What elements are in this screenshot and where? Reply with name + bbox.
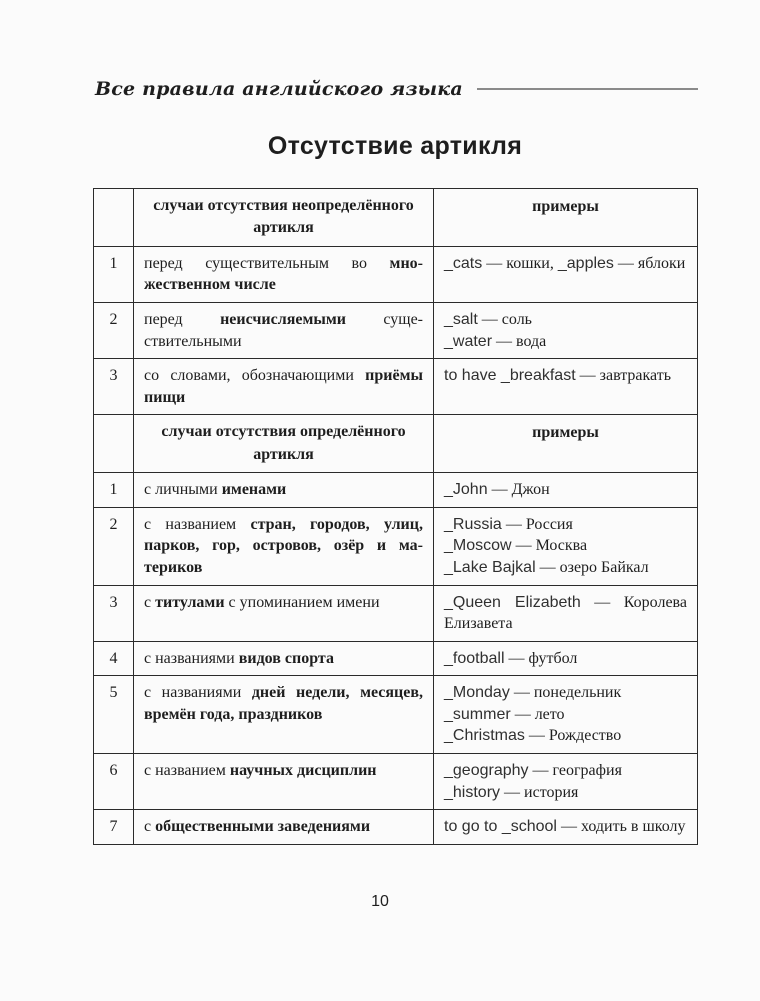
row-number: 4 (94, 641, 134, 676)
example-latin-text: to go to _school (444, 818, 557, 836)
example-latin-text: _Lake Bajkal (444, 558, 536, 576)
text-segment: с названием (144, 762, 230, 780)
example-latin-text: _football (444, 649, 505, 667)
text-segment: с личными (144, 481, 222, 499)
example-line (444, 782, 687, 804)
examples-cell (434, 507, 698, 585)
example-latin-text: _John (444, 481, 488, 499)
row-number: 1 (94, 246, 134, 302)
section-header-row (94, 189, 698, 247)
example-line (444, 648, 687, 670)
row-number: 5 (94, 676, 134, 754)
example-line (444, 365, 687, 387)
case-bold-text: видов спорта (238, 649, 334, 667)
table-row (94, 302, 698, 358)
text-segment: — футбол (504, 649, 578, 667)
text-segment: — соль (477, 310, 532, 328)
examples-cell (434, 641, 698, 676)
example-line (444, 816, 687, 838)
example-line (444, 557, 687, 579)
text-segment: с названиями (144, 649, 239, 667)
text-segment: — озеро Байкал (535, 558, 649, 576)
example-line (444, 479, 687, 501)
case-cell (134, 676, 434, 754)
section-header-row (94, 415, 698, 473)
example-latin-text: _Moscow (444, 537, 512, 555)
examples-cell (434, 246, 698, 302)
case-bold-text: титулами (155, 593, 225, 611)
example-line (444, 535, 687, 557)
section-header-num-cell (94, 189, 134, 247)
table-row (94, 641, 698, 676)
text-segment: — яблоки (613, 254, 686, 272)
examples-cell (434, 754, 698, 810)
example-latin-text: _apples (557, 254, 614, 272)
section-header-case-label: случаи отсутствия определённого артикля (134, 415, 434, 473)
case-cell (134, 302, 434, 358)
text-segment: — Рождество (524, 727, 622, 745)
case-bold-text: научных дисциплин (229, 762, 377, 780)
text-segment: с названием (144, 515, 251, 533)
case-bold-text: дней недели, месяцев, времён года, праздников (144, 684, 423, 723)
text-segment: с (144, 593, 156, 611)
text-segment: — понедельник (509, 684, 622, 702)
case-cell (134, 810, 434, 845)
example-line (444, 514, 687, 536)
example-latin-text: _Monday (444, 684, 510, 702)
text-segment: — ходить в школу (556, 818, 686, 836)
row-number: 3 (94, 359, 134, 415)
examples-cell (434, 302, 698, 358)
table-row (94, 585, 698, 641)
section-header-examples-label: примеры (434, 189, 698, 247)
table-row (94, 754, 698, 810)
examples-cell (434, 585, 698, 641)
case-cell (134, 507, 434, 585)
page-number: 10 (371, 893, 389, 910)
table-row (94, 473, 698, 508)
examples-cell (434, 676, 698, 754)
text-segment: — история (500, 783, 579, 801)
text-segment: перед (144, 310, 221, 328)
table-row (94, 246, 698, 302)
text-segment: — Королева Елизавета (444, 593, 687, 633)
example-line (444, 253, 687, 275)
text-segment: — завтракать (575, 367, 672, 385)
text-segment: — Россия (501, 515, 573, 533)
case-cell (134, 359, 434, 415)
text-segment: с упоминанием имени (224, 593, 380, 611)
text-segment: — лето (510, 705, 565, 723)
case-cell (134, 585, 434, 641)
row-number: 2 (94, 507, 134, 585)
case-bold-text: неисчисляемыми (220, 310, 346, 328)
case-bold-text: множественном числе (144, 254, 423, 294)
text-segment: — Москва (511, 537, 588, 555)
example-latin-text: _history (444, 783, 501, 801)
row-number: 2 (94, 302, 134, 358)
example-line (444, 725, 687, 747)
example-latin-text: _Russia (444, 515, 502, 533)
section-header-examples-label: примеры (434, 415, 698, 473)
example-latin-text: to have _breakfast (444, 367, 576, 385)
case-bold-text: общественными заведениями (155, 818, 371, 836)
case-cell (134, 641, 434, 676)
case-cell (134, 754, 434, 810)
text-segment: — кошки, (482, 254, 558, 272)
page-footer (0, 893, 760, 911)
examples-cell (434, 473, 698, 508)
case-cell (134, 246, 434, 302)
table-row (94, 810, 698, 845)
examples-cell (434, 359, 698, 415)
case-bold-text: стран, городов, улиц, парков, гор, островов, озёр и материков (144, 515, 423, 576)
row-number: 3 (94, 585, 134, 641)
case-bold-text: приёмы пищи (144, 367, 423, 406)
text-segment: с названиями (144, 684, 252, 702)
example-line (444, 592, 687, 635)
row-number: 1 (94, 473, 134, 508)
example-latin-text: _cats (444, 254, 483, 272)
section-header-num-cell (94, 415, 134, 473)
table-body (94, 189, 698, 845)
text-segment: перед существительным во (144, 254, 390, 272)
example-latin-text: _salt (444, 310, 478, 328)
example-latin-text: _Christmas (444, 727, 525, 745)
example-latin-text: _Queen Elizabeth (444, 593, 581, 611)
example-line (444, 704, 687, 726)
page-title: Отсутствие артикля (267, 132, 523, 160)
example-line (444, 331, 687, 353)
text-segment: со словами, обозначающими (144, 367, 366, 385)
row-number: 7 (94, 810, 134, 845)
text-segment: — Джон (487, 481, 550, 499)
example-line (444, 760, 687, 782)
text-segment: — вода (492, 332, 547, 350)
example-line (444, 682, 687, 704)
table-row (94, 676, 698, 754)
table-row (94, 507, 698, 585)
example-latin-text: _water (444, 332, 493, 350)
example-line (444, 309, 687, 331)
text-segment: существительными (144, 310, 423, 350)
examples-cell (434, 810, 698, 845)
running-header (95, 78, 698, 100)
text-segment: с (144, 818, 156, 836)
header-rule-line (477, 88, 698, 90)
running-header-text: Все правила английского языка (95, 78, 463, 100)
text-segment: — география (528, 762, 622, 780)
case-bold-text: именами (221, 481, 287, 499)
section-header-case-label: случаи отсутствия неопределённого артикля (134, 189, 434, 247)
row-number: 6 (94, 754, 134, 810)
example-latin-text: _geography (444, 762, 529, 780)
table-row (94, 359, 698, 415)
article-absence-table (93, 188, 698, 845)
example-latin-text: _summer (444, 705, 511, 723)
case-cell (134, 473, 434, 508)
